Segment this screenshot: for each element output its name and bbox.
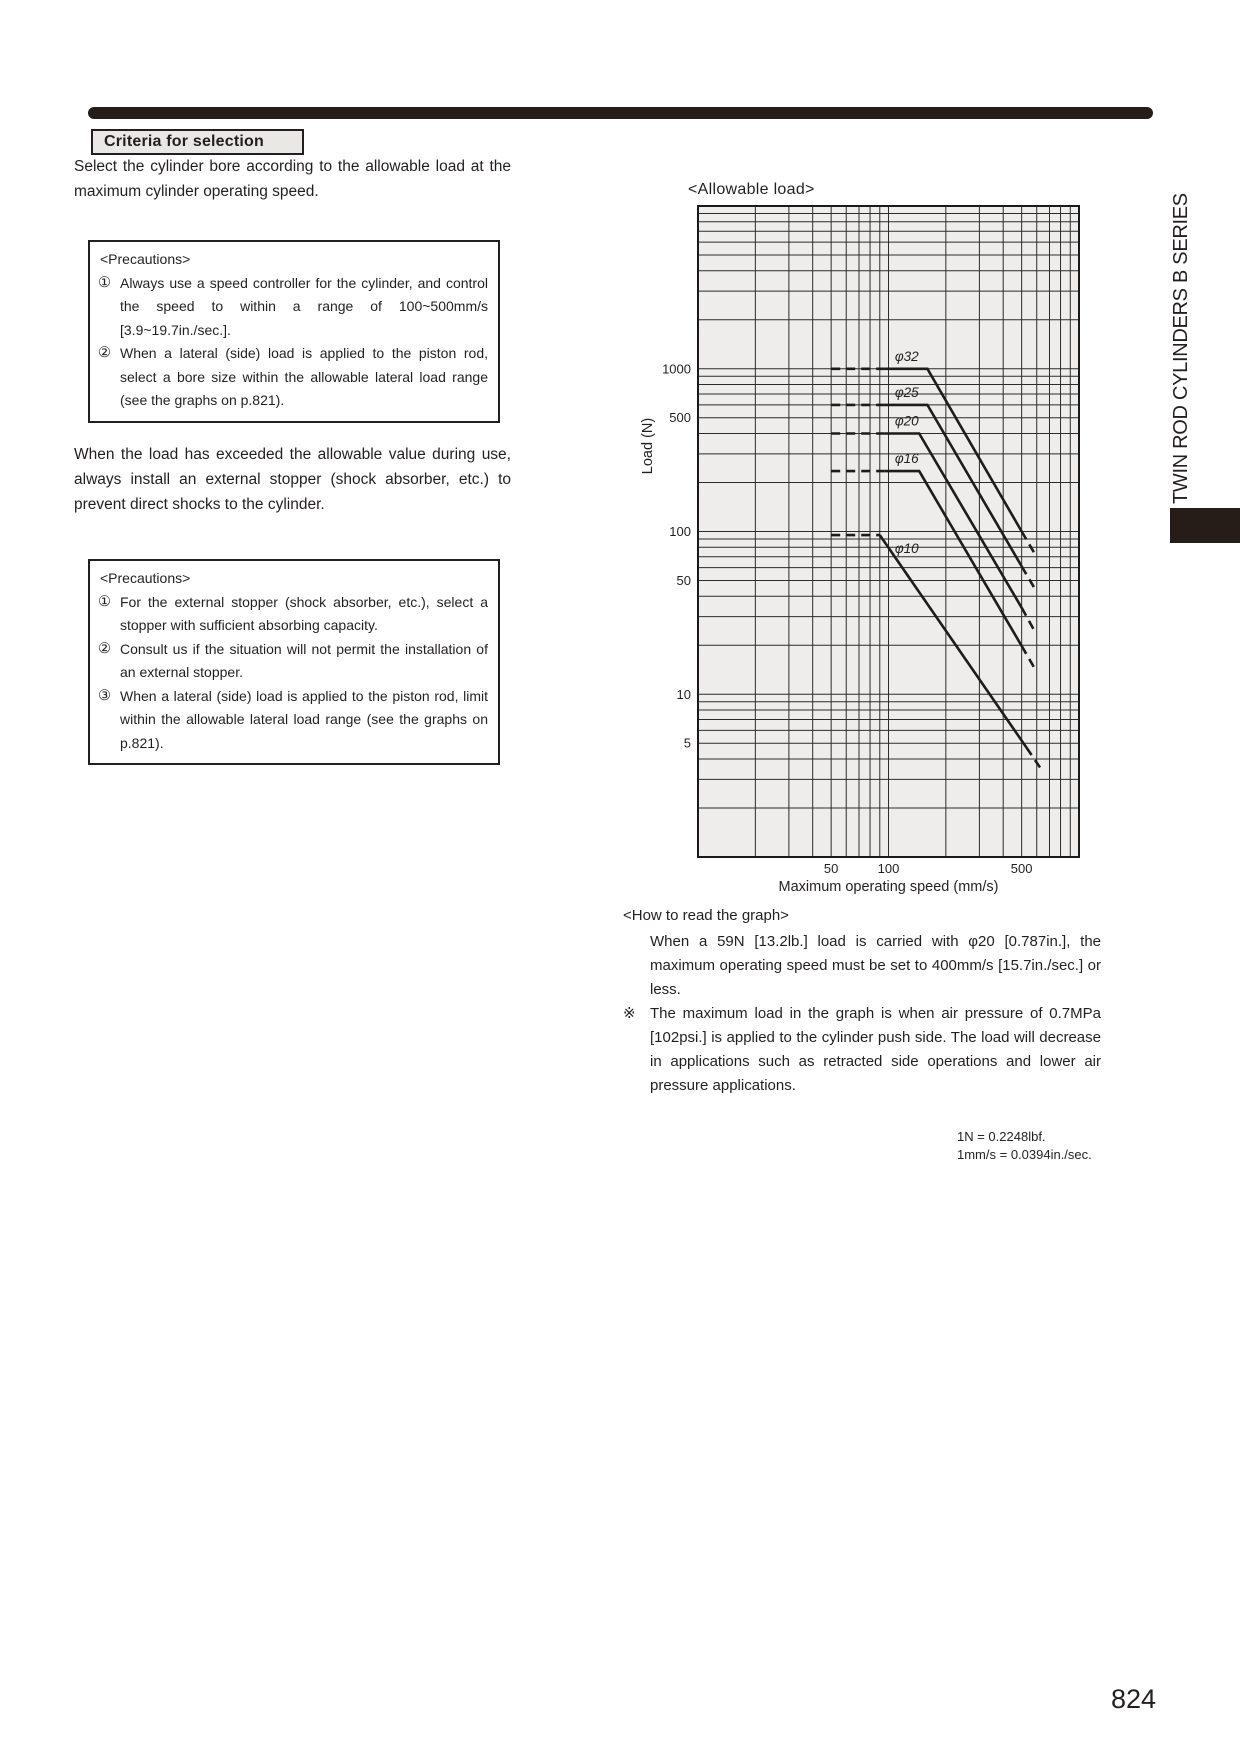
allowable-load-chart-svg (555, 170, 1110, 905)
x-tick-label: 100 (877, 861, 900, 876)
section-heading-criteria-for-selection (91, 129, 304, 155)
conversion-line: 1mm/s = 0.0394in./sec. (957, 1146, 1092, 1162)
circled-number-2: ② (98, 640, 111, 657)
series-label-φ10: φ10 (894, 541, 919, 557)
chart-title: <Allowable load> (688, 181, 815, 198)
precaution-text: For the external stopper (shock absorber, etc.), select a stopper with sufficient absorbing capacity. (120, 593, 488, 633)
intro-paragraph: Select the cylinder bore according to the allowable load at the maximum cylinder operating speed. (74, 158, 511, 200)
y-tick-label: 10 (676, 686, 691, 702)
precautions-title: <Precautions> (100, 570, 191, 586)
precaution-item (98, 591, 488, 638)
precaution-item (98, 638, 488, 685)
precaution-item (98, 342, 488, 413)
conversion-line: 1N = 0.2248lbf. (957, 1129, 1046, 1144)
precautions-title: <Precautions> (100, 251, 191, 267)
y-tick-label: 500 (669, 410, 691, 426)
series-label-φ25: φ25 (894, 384, 919, 400)
y-tick-label: 1000 (662, 361, 691, 377)
precaution-item (98, 272, 488, 343)
external-stopper-paragraph: When the load has exceeded the allowable value during use, always install an external stopper (shock absorber, etc.) to prevent direct shocks to the cylinder. (74, 446, 511, 513)
circled-number-3: ③ (98, 687, 111, 704)
circled-number-2: ② (98, 345, 111, 361)
precaution-text: When a lateral (side) load is applied to the piston rod, limit within the allowable lateral load range (see the graphs on p.821). (120, 687, 488, 751)
y-tick-label: 50 (676, 572, 691, 588)
precautions-box-2 (88, 559, 500, 765)
how-to-read-example: When a 59N [13.2lb.] load is carried with φ20 [0.787in.], the maximum operating speed must be set to 400mm/s [15.7in./sec.] or less. (650, 933, 1101, 998)
reference-note-text: The maximum load in the graph is when air pressure of 0.7MPa [102psi.] is applied to the cylinder push side. The load will decrease in applications such as retracted side operations and lower air pressure applications. (650, 1005, 1101, 1094)
precaution-text: When a lateral (side) load is applied to the piston rod, select a bore size within the allowable lateral load range (see the graphs on p.821). (120, 345, 488, 408)
page-edge-index-tab (1170, 508, 1240, 543)
y-tick-label: 100 (669, 524, 691, 539)
reference-mark: ※ (623, 1005, 636, 1022)
how-to-read-note (623, 1002, 1101, 1098)
y-tick-label: 5 (683, 735, 691, 751)
circled-number-1: ① (98, 274, 111, 291)
y-axis-title: Load (N) (640, 417, 656, 475)
section-divider-bar (88, 107, 1153, 119)
side-tab-series-title: TWIN ROD CYLINDERS B SERIES (1170, 193, 1192, 504)
how-to-read-title: <How to read the graph> (623, 907, 789, 924)
series-label-φ32: φ32 (894, 348, 919, 364)
precautions-box-1 (88, 240, 500, 423)
precaution-item (98, 685, 488, 756)
section-heading-label: Criteria for selection (104, 133, 265, 150)
unit-conversion-notes (957, 1128, 1092, 1163)
x-axis-title: Maximum operating speed (mm/s) (778, 879, 999, 895)
circled-number-1: ① (98, 593, 111, 610)
precaution-text: Consult us if the situation will not permit the installation of an external stopper. (120, 640, 488, 680)
allowable-load-chart (555, 170, 1110, 905)
series-label-φ20: φ20 (894, 413, 919, 429)
series-label-φ16: φ16 (894, 451, 919, 467)
x-tick-label: 50 (823, 861, 839, 876)
precaution-text: Always use a speed controller for the cylinder, and control the speed to within a range of 100~500mm/s [3.9~19.7in./sec.]. (120, 274, 488, 338)
x-tick-label: 500 (1010, 861, 1033, 876)
page-number: 824 (1110, 1684, 1156, 1714)
